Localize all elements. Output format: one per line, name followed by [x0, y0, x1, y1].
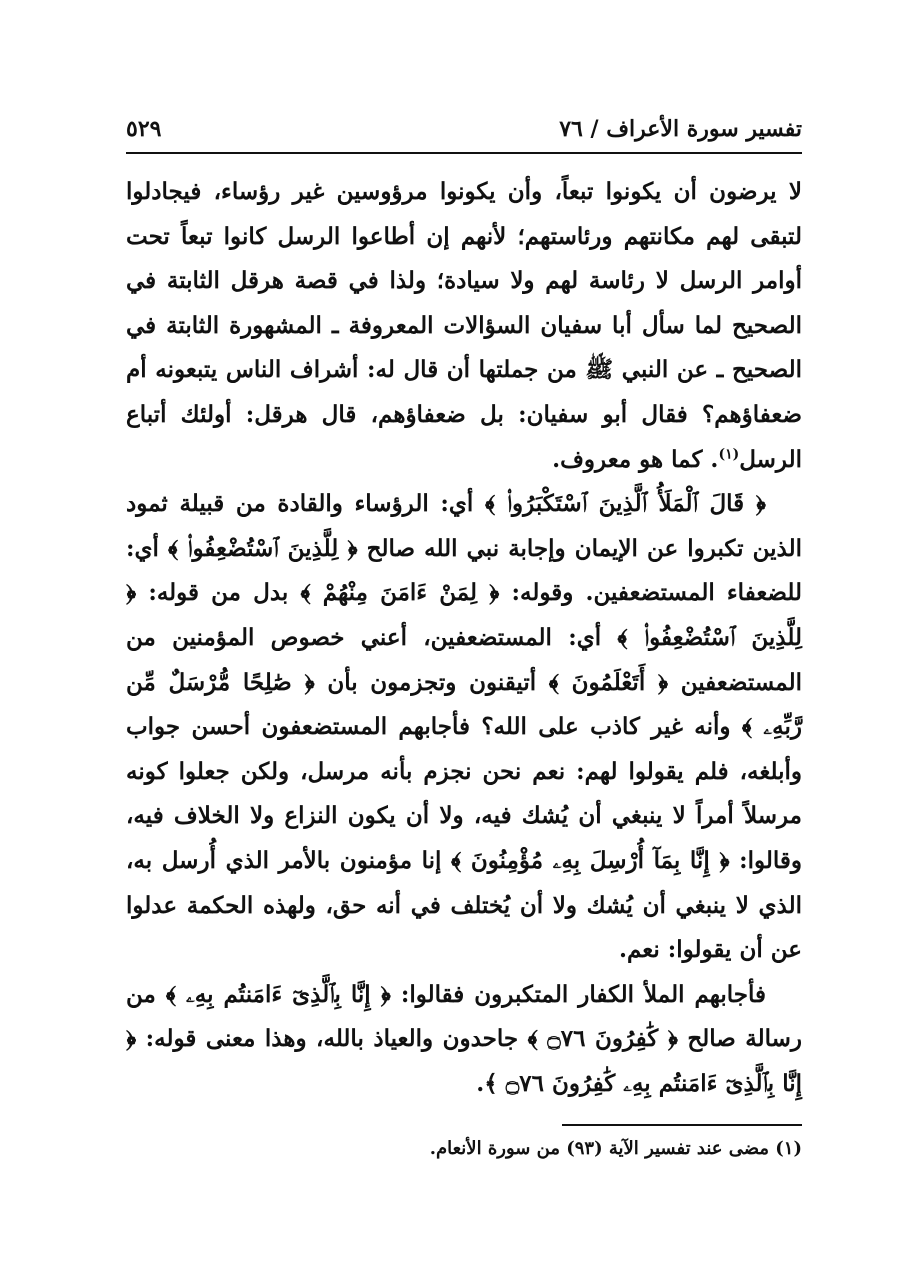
- header-title: تفسير سورة الأعراف / ٧٦: [559, 116, 802, 142]
- footnote: (١) مضى عند تفسير الآية (٩٣) من سورة الأنعام.: [429, 1138, 802, 1159]
- paragraph-3: فأجابهم الملأ الكفار المتكبرون فقالوا: ﴿ إِنَّا بِٱلَّذِىٓ ءَامَنتُم بِهِۦ ﴾ من رسالة صالح ﴿ كَٰفِرُونَ ۝٧٦ ﴾ جاحدون والعياذ بالله، وهذا معنى قوله: ﴿ إِنَّا بِٱلَّذِىٓ ءَامَنتُم بِهِۦ كَٰفِرُونَ ۝٧٦ ﴾.: [126, 980, 802, 1097]
- paragraph-1-end: . كما هو معروف.: [552, 445, 719, 473]
- running-header: [126, 112, 802, 154]
- book-page: [126, 112, 802, 1192]
- paragraph-2: ﴿ قَالَ ٱلْمَلَأُ ٱلَّذِينَ ٱسْتَكْبَرُوا۟ ﴾ أي: الرؤساء والقادة من قبيلة ثمود الذين تكبروا عن الإيمان وإجابة نبي الله صالح ﴿ لِلَّذِينَ ٱسْتُضْعِفُوا۟ ﴾ أي: للضعفاء المستضعفين. وقوله: ﴿ لِمَنْ ءَامَنَ مِنْهُمْ ﴾ بدل من قوله: ﴿ لِلَّذِينَ ٱسْتُضْعِفُوا۟ ﴾ أي: المستضعفين، أعني خصوص المؤمنين من المستضعفين ﴿ أَتَعْلَمُونَ ﴾ أتيقنون وتجزمون بأن ﴿ صَٰلِحًا مُّرْسَلٌ مِّن رَّبِّهِۦ ﴾ وأنه غير كاذب على الله؟ فأجابهم المستضعفون أحسن جواب وأبلغه، فلم يقولوا لهم: نعم نحن نجزم بأنه مرسل، ولكن جعلوا كونه مرسلاً أمراً لا ينبغي أن يُشك فيه، ولا أن يكون النزاع ولا الخلاف فيه، وقالوا: ﴿ إِنَّا بِمَآ أُرْسِلَ بِهِۦ مُؤْمِنُونَ ﴾ إنا مؤمنون بالأمر الذي أُرسل به، الذي لا ينبغي أن يُشك ولا أن يُختلف في أنه حق، ولهذه الحكمة عدلوا عن أن يقولوا: نعم.: [126, 490, 802, 964]
- footnote-divider: [562, 1124, 802, 1126]
- footnote-marker: (١): [718, 445, 740, 462]
- body-text: [126, 170, 802, 1106]
- page-number: ٥٢٩: [126, 116, 162, 142]
- paragraph-1: [126, 170, 802, 482]
- paragraph-1-text: لا يرضون أن يكونوا تبعاً، وأن يكونوا مرؤوسين غير رؤساء، فيجادلوا لتبقى لهم مكانتهم ورئاستهم؛ لأنهم إن أطاعوا الرسل كانوا تبعاً تحت أوامر الرسل لا رئاسة لهم ولا سيادة؛ ولذا في قصة هرقل الثابتة في الصحيح لما سأل أبا سفيان السؤالات المعروفة ـ المشهورة الثابتة في الصحيح ـ عن النبي ﷺ من جملتها أن قال له: أشراف الناس يتبعونه أم ضعفاؤهم؟ فقال أبو سفيان: بل ضعفاؤهم، قال هرقل: أولئك أتباع الرسل: [126, 178, 802, 473]
